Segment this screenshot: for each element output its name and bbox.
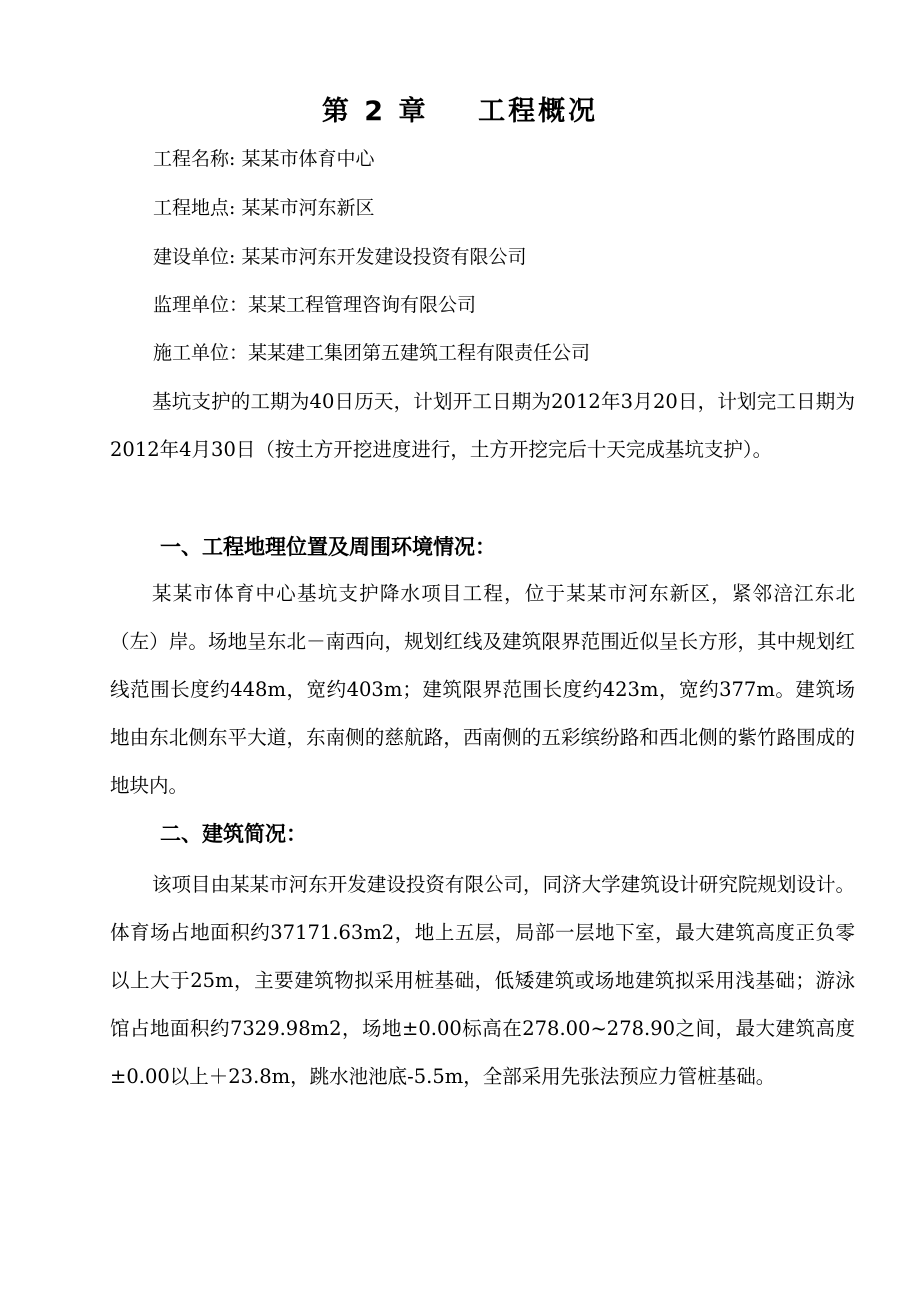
contractor-line: 施工单位：某某建工集团第五建筑工程有限责任公司 (153, 342, 591, 364)
supervisor-line: 监理单位：某某工程管理咨询有限公司 (153, 294, 477, 316)
project-location-line: 工程地点: 某某市河东新区 (153, 197, 375, 219)
section-heading-building: 二、建筑简况： (160, 822, 307, 846)
section-heading-location: 一、工程地理位置及周围环境情况： (160, 535, 496, 559)
schedule-paragraph: 基坑支护的工期为40日历天，计划开工日期为2012年3月20日，计划完工日期为2012年4月30日（按土方开挖进度进行，土方开挖完后十天完成基坑支护）。 (110, 390, 855, 461)
location-paragraph: 某某市体育中心基坑支护降水项目工程，位于某某市河东新区，紧邻涪江东北（左）岸。场地呈东北－南西向，规划红线及建筑限界范围近似呈长方形，其中规划红线范围长度约448m，宽约403m；建筑限界范围长度约423m，宽约377m。建筑场地由东北侧东平大道，东南侧的慈航路，西南侧的五彩缤纷路和西北侧的紫竹路围成的地块内。 (110, 582, 855, 797)
project-name-line: 工程名称: 某某市体育中心 (153, 148, 375, 170)
building-paragraph: 该项目由某某市河东开发建设投资有限公司，同济大学建筑设计研究院规划设计。体育场占地面积约37171.63m2，地上五层，局部一层地下室，最大建筑高度正负零以上大于25m，主要建筑物拟采用桩基础，低矮建筑或场地建筑拟采用浅基础；游泳馆占地面积约7329.98m2，场地±0.00标高在278.00~278.90之间，最大建筑高度±0.00以上＋23.8m，跳水池池底-5.5m，全部采用先张法预应力管桩基础。 (110, 873, 855, 1088)
developer-line: 建设单位: 某某市河东开发建设投资有限公司 (153, 246, 527, 268)
chapter-title: 第 2 章 工程概况 (321, 96, 599, 127)
